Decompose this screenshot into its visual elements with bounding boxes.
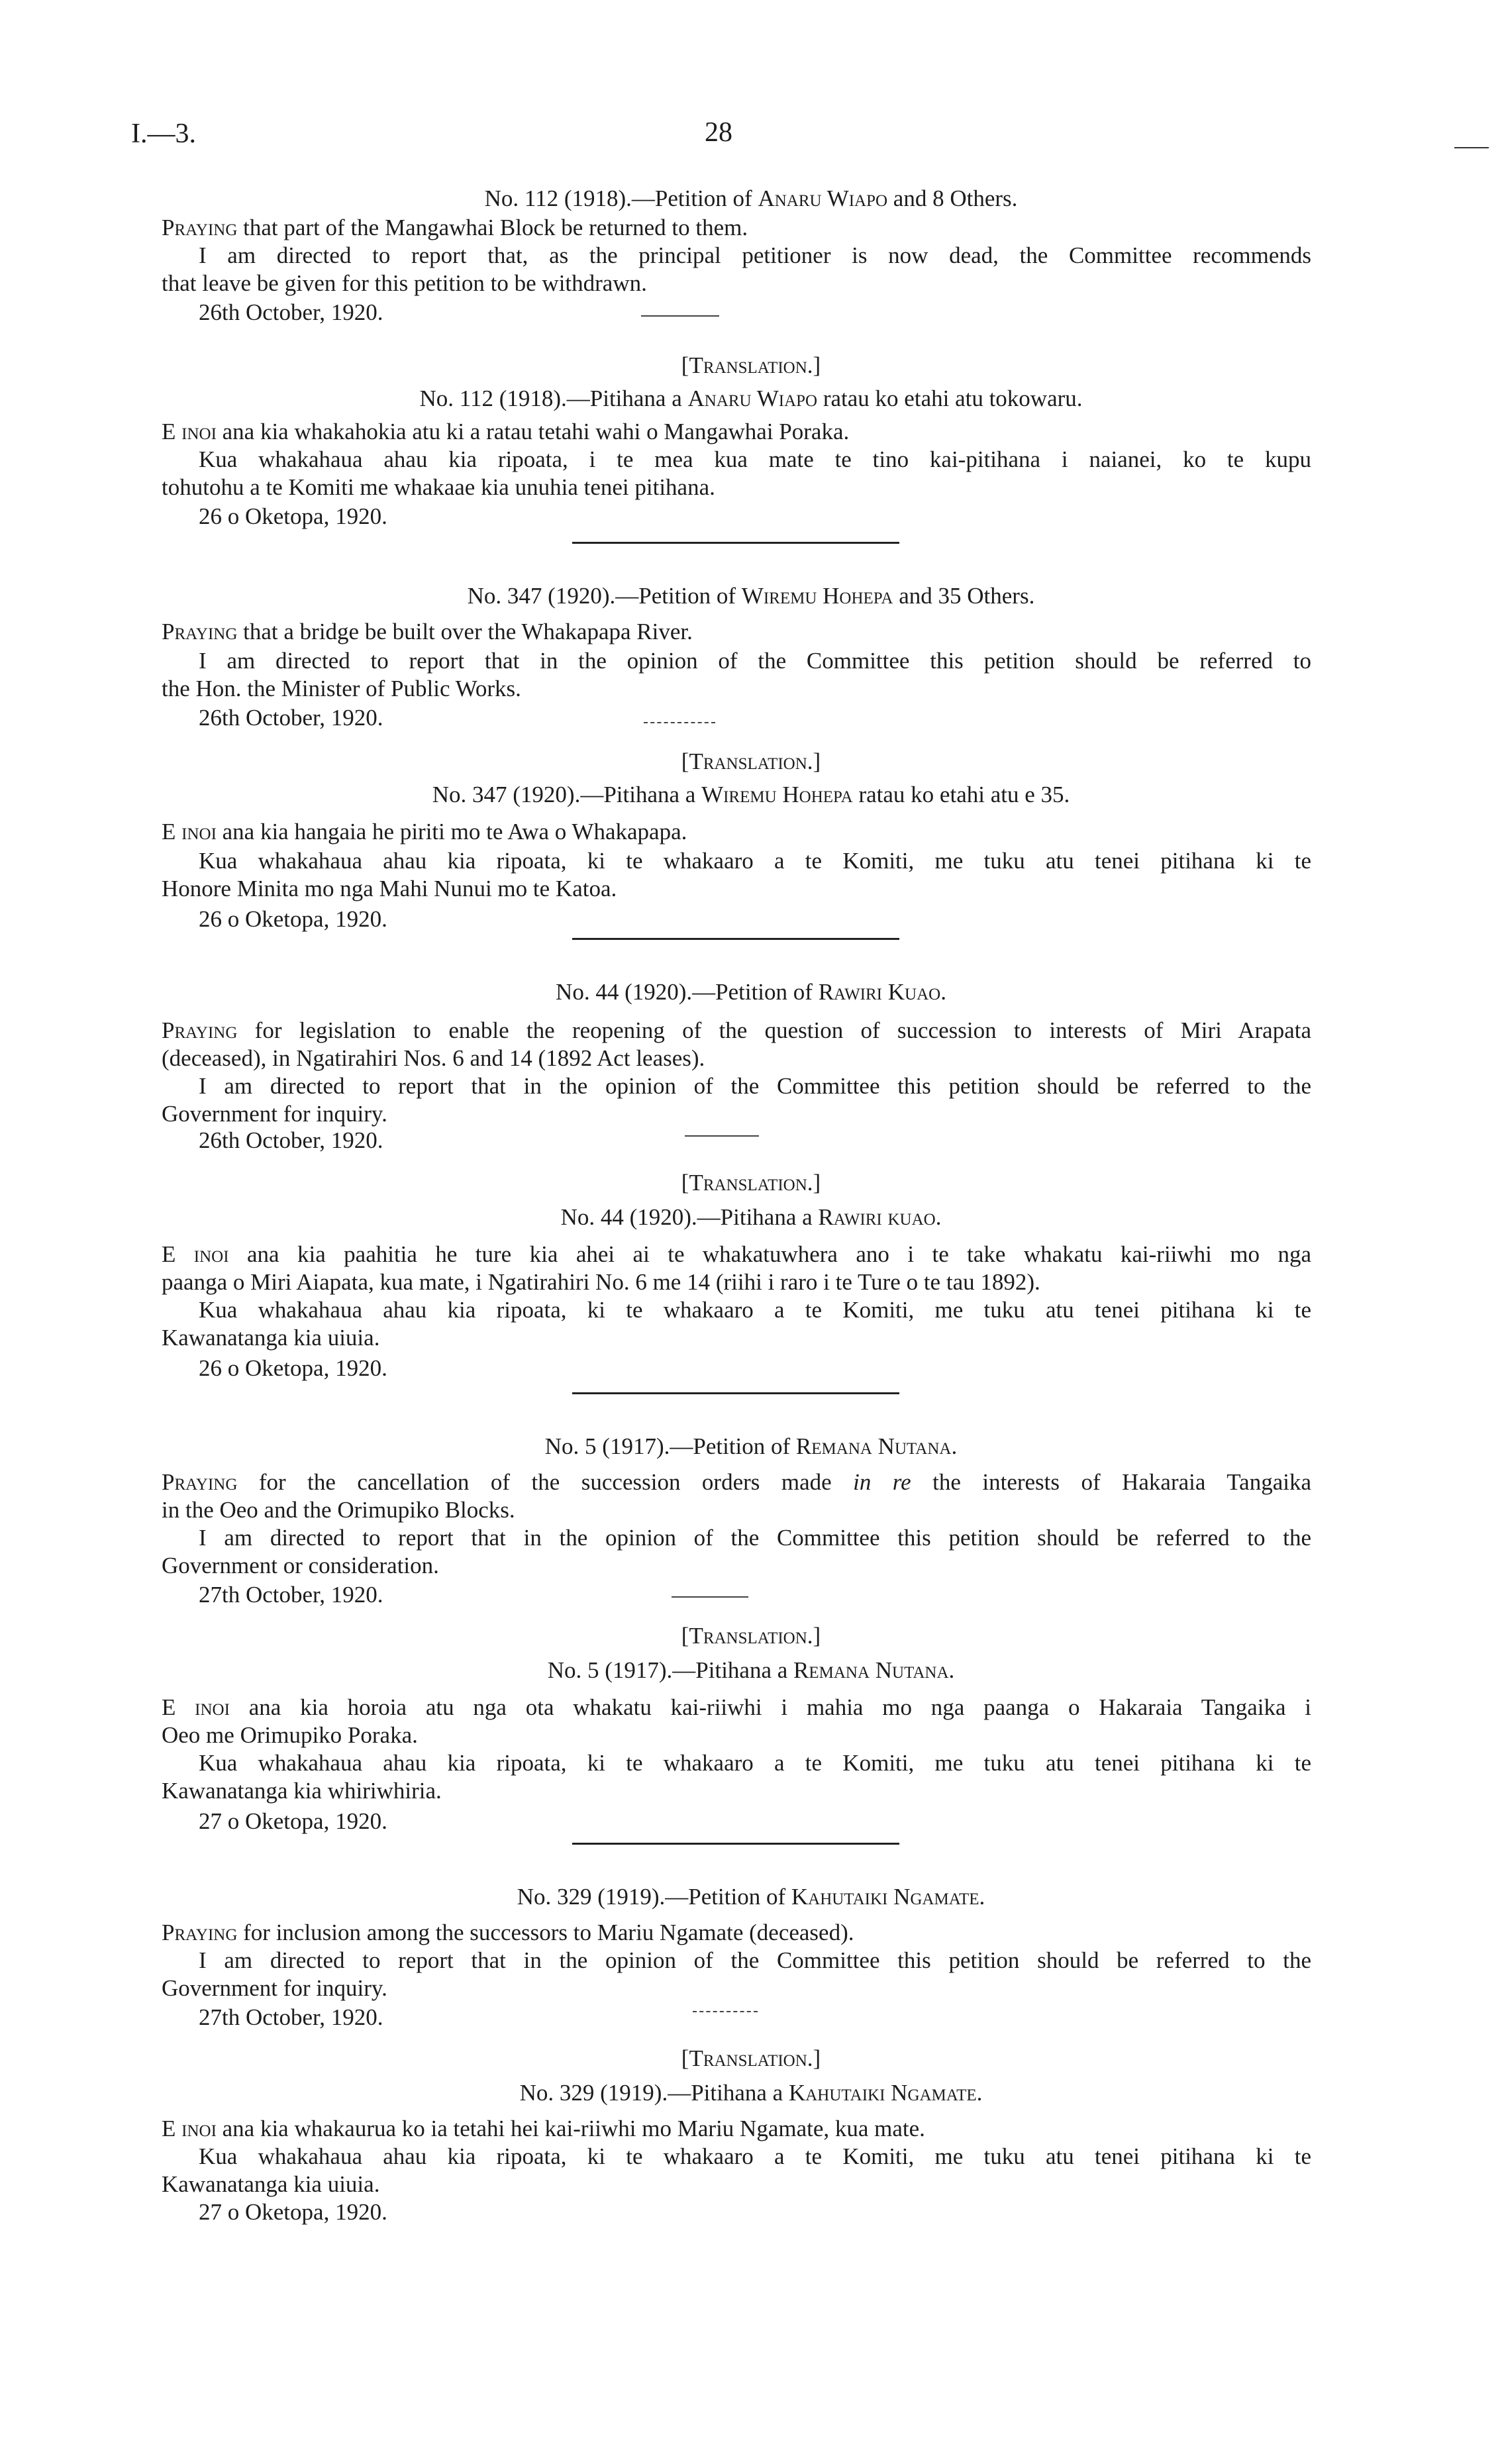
translation-label: [Translation.] — [681, 1623, 821, 1649]
section-divider — [572, 1392, 899, 1394]
praying-text: Praying for legislation to enable the reopening of the question of succession to interests of Miri Arapata — [162, 1017, 1311, 1043]
inoi-text: E inoi ana kia whakaurua ko ia tetahi hei kai-riiwhi mo Mariu Ngamate, kua mate. — [162, 2116, 925, 2141]
translation-report: Kawanatanga kia uiuia. — [162, 1325, 380, 1351]
petition-title: No. 329 (1919).—Petition of Kahutaiki Ngamate. — [517, 1884, 985, 1910]
translation-report: Kawanatanga kia whiriwhiria. — [162, 1778, 442, 1804]
report-date: 27th October, 1920. — [199, 2004, 383, 2030]
report-text: Government for inquiry. — [162, 1975, 387, 2001]
translation-title: No. 329 (1919).—Pitihana a Kahutaiki Ngamate. — [519, 2080, 983, 2106]
report-date: 26th October, 1920. — [199, 299, 383, 325]
report-text: I am directed to report that in the opinion of the Committee this petition should be referred to — [199, 648, 1311, 674]
section-divider — [572, 1843, 899, 1845]
translation-label: [Translation.] — [681, 748, 821, 774]
translation-date: 26 o Oketopa, 1920. — [199, 503, 387, 529]
report-text: I am directed to report that, as the principal petitioner is now dead, the Committee recommends — [199, 242, 1311, 268]
translation-report: Kua whakahaua ahau kia ripoata, ki te whakaaro a te Komiti, me tuku atu tenei pitihana ki te — [199, 2143, 1311, 2169]
praying-text: Praying that part of the Mangawhai Block be returned to them. — [162, 215, 748, 240]
translation-label: [Translation.] — [681, 352, 821, 378]
translation-label: [Translation.] — [681, 1170, 821, 1196]
inoi-text: E inoi ana kia horoia atu nga ota whakatu kai-riiwhi i mahia mo nga paanga o Hakaraia Tangaika i — [162, 1694, 1312, 1720]
report-text: the Hon. the Minister of Public Works. — [162, 676, 521, 701]
translation-report: Kua whakahaua ahau kia ripoata, i te mea kua mate te tino kai-pitihana i naianei, ko te kupu — [199, 446, 1311, 472]
translation-report: Kawanatanga kia uiuia. — [162, 2171, 380, 2197]
praying-text: in the Oeo and the Orimupiko Blocks. — [162, 1497, 515, 1523]
inoi-text: paanga o Miri Aiapata, kua mate, i Ngatirahiri No. 6 me 14 (riihi i raro i te Ture o te tau 1892). — [162, 1269, 1040, 1295]
translation-report: Kua whakahaua ahau kia ripoata, ki te whakaaro a te Komiti, me tuku atu tenei pitihana ki te — [199, 848, 1311, 874]
translation-date: 26 o Oketopa, 1920. — [199, 906, 387, 932]
short-rule — [672, 1596, 748, 1598]
translation-title: No. 44 (1920).—Pitihana a Rawiri kuao. — [560, 1204, 942, 1230]
translation-date: 26 o Oketopa, 1920. — [199, 1355, 387, 1381]
inoi-text: E inoi ana kia whakahokia atu ki a ratau tetahi wahi o Mangawhai Poraka. — [162, 419, 850, 444]
short-rule — [644, 722, 715, 723]
report-text: I am directed to report that in the opinion of the Committee this petition should be referred to the — [199, 1073, 1311, 1099]
section-divider — [572, 542, 899, 544]
report-text: I am directed to report that in the opinion of the Committee this petition should be referred to the — [199, 1525, 1311, 1551]
inoi-text: Oeo me Orimupiko Poraka. — [162, 1722, 418, 1748]
short-rule — [641, 315, 719, 317]
petition-title: No. 112 (1918).—Petition of Anaru Wiapo and 8 Others. — [484, 185, 1018, 211]
report-date: 26th October, 1920. — [199, 705, 383, 731]
translation-report: Honore Minita mo nga Mahi Nunui mo te Katoa. — [162, 876, 617, 901]
page-number: 28 — [705, 117, 732, 148]
translation-title: No. 112 (1918).—Pitihana a Anaru Wiapo ratau ko etahi atu tokowaru. — [419, 385, 1083, 411]
report-date: 26th October, 1920. — [199, 1127, 383, 1153]
translation-report: Kua whakahaua ahau kia ripoata, ki te whakaaro a te Komiti, me tuku atu tenei pitihana ki te — [199, 1297, 1311, 1323]
petition-title: No. 347 (1920).—Petition of Wiremu Hohepa and 35 Others. — [467, 583, 1035, 609]
section-code: I.—3. — [131, 119, 196, 149]
petition-title: No. 5 (1917).—Petition of Remana Nutana. — [544, 1433, 958, 1459]
translation-report: Kua whakahaua ahau kia ripoata, ki te whakaaro a te Komiti, me tuku atu tenei pitihana ki te — [199, 1750, 1311, 1776]
praying-text: Praying that a bridge be built over the Whakapapa River. — [162, 619, 693, 644]
translation-date: 27 o Oketopa, 1920. — [199, 2199, 387, 2225]
inoi-text: E inoi ana kia hangaia he piriti mo te Awa o Whakapapa. — [162, 819, 687, 845]
report-text: that leave be given for this petition to be withdrawn. — [162, 270, 647, 296]
report-date: 27th October, 1920. — [199, 1582, 383, 1608]
translation-title: No. 347 (1920).—Pitihana a Wiremu Hohepa ratau ko etahi atu e 35. — [432, 782, 1070, 807]
translation-report: tohutohu a te Komiti me whakaae kia unuhia tenei pitihana. — [162, 474, 715, 500]
short-rule — [685, 1135, 759, 1137]
praying-text: Praying for the cancellation of the succession orders made in re the interests of Hakaraia Tangaika — [162, 1469, 1311, 1495]
short-rule — [693, 2011, 758, 2012]
report-text: Government for inquiry. — [162, 1101, 387, 1127]
praying-text: (deceased), in Ngatirahiri Nos. 6 and 14 (1892 Act leases). — [162, 1045, 705, 1071]
praying-text: Praying for inclusion among the successors to Mariu Ngamate (deceased). — [162, 1920, 854, 1945]
translation-label: [Translation.] — [681, 2045, 821, 2071]
report-text: Government or consideration. — [162, 1553, 439, 1578]
petition-title: No. 44 (1920).—Petition of Rawiri Kuao. — [556, 979, 946, 1005]
inoi-text: E inoi ana kia paahitia he ture kia ahei ai te whakatuwhera ano i te take whakatu kai-riiwhi mo nga — [162, 1241, 1311, 1267]
translation-date: 27 o Oketopa, 1920. — [199, 1808, 387, 1834]
translation-title: No. 5 (1917).—Pitihana a Remana Nutana. — [547, 1657, 955, 1683]
report-text: I am directed to report that in the opinion of the Committee this petition should be referred to the — [199, 1947, 1311, 1973]
header-rule — [1454, 147, 1489, 148]
section-divider — [572, 938, 899, 940]
